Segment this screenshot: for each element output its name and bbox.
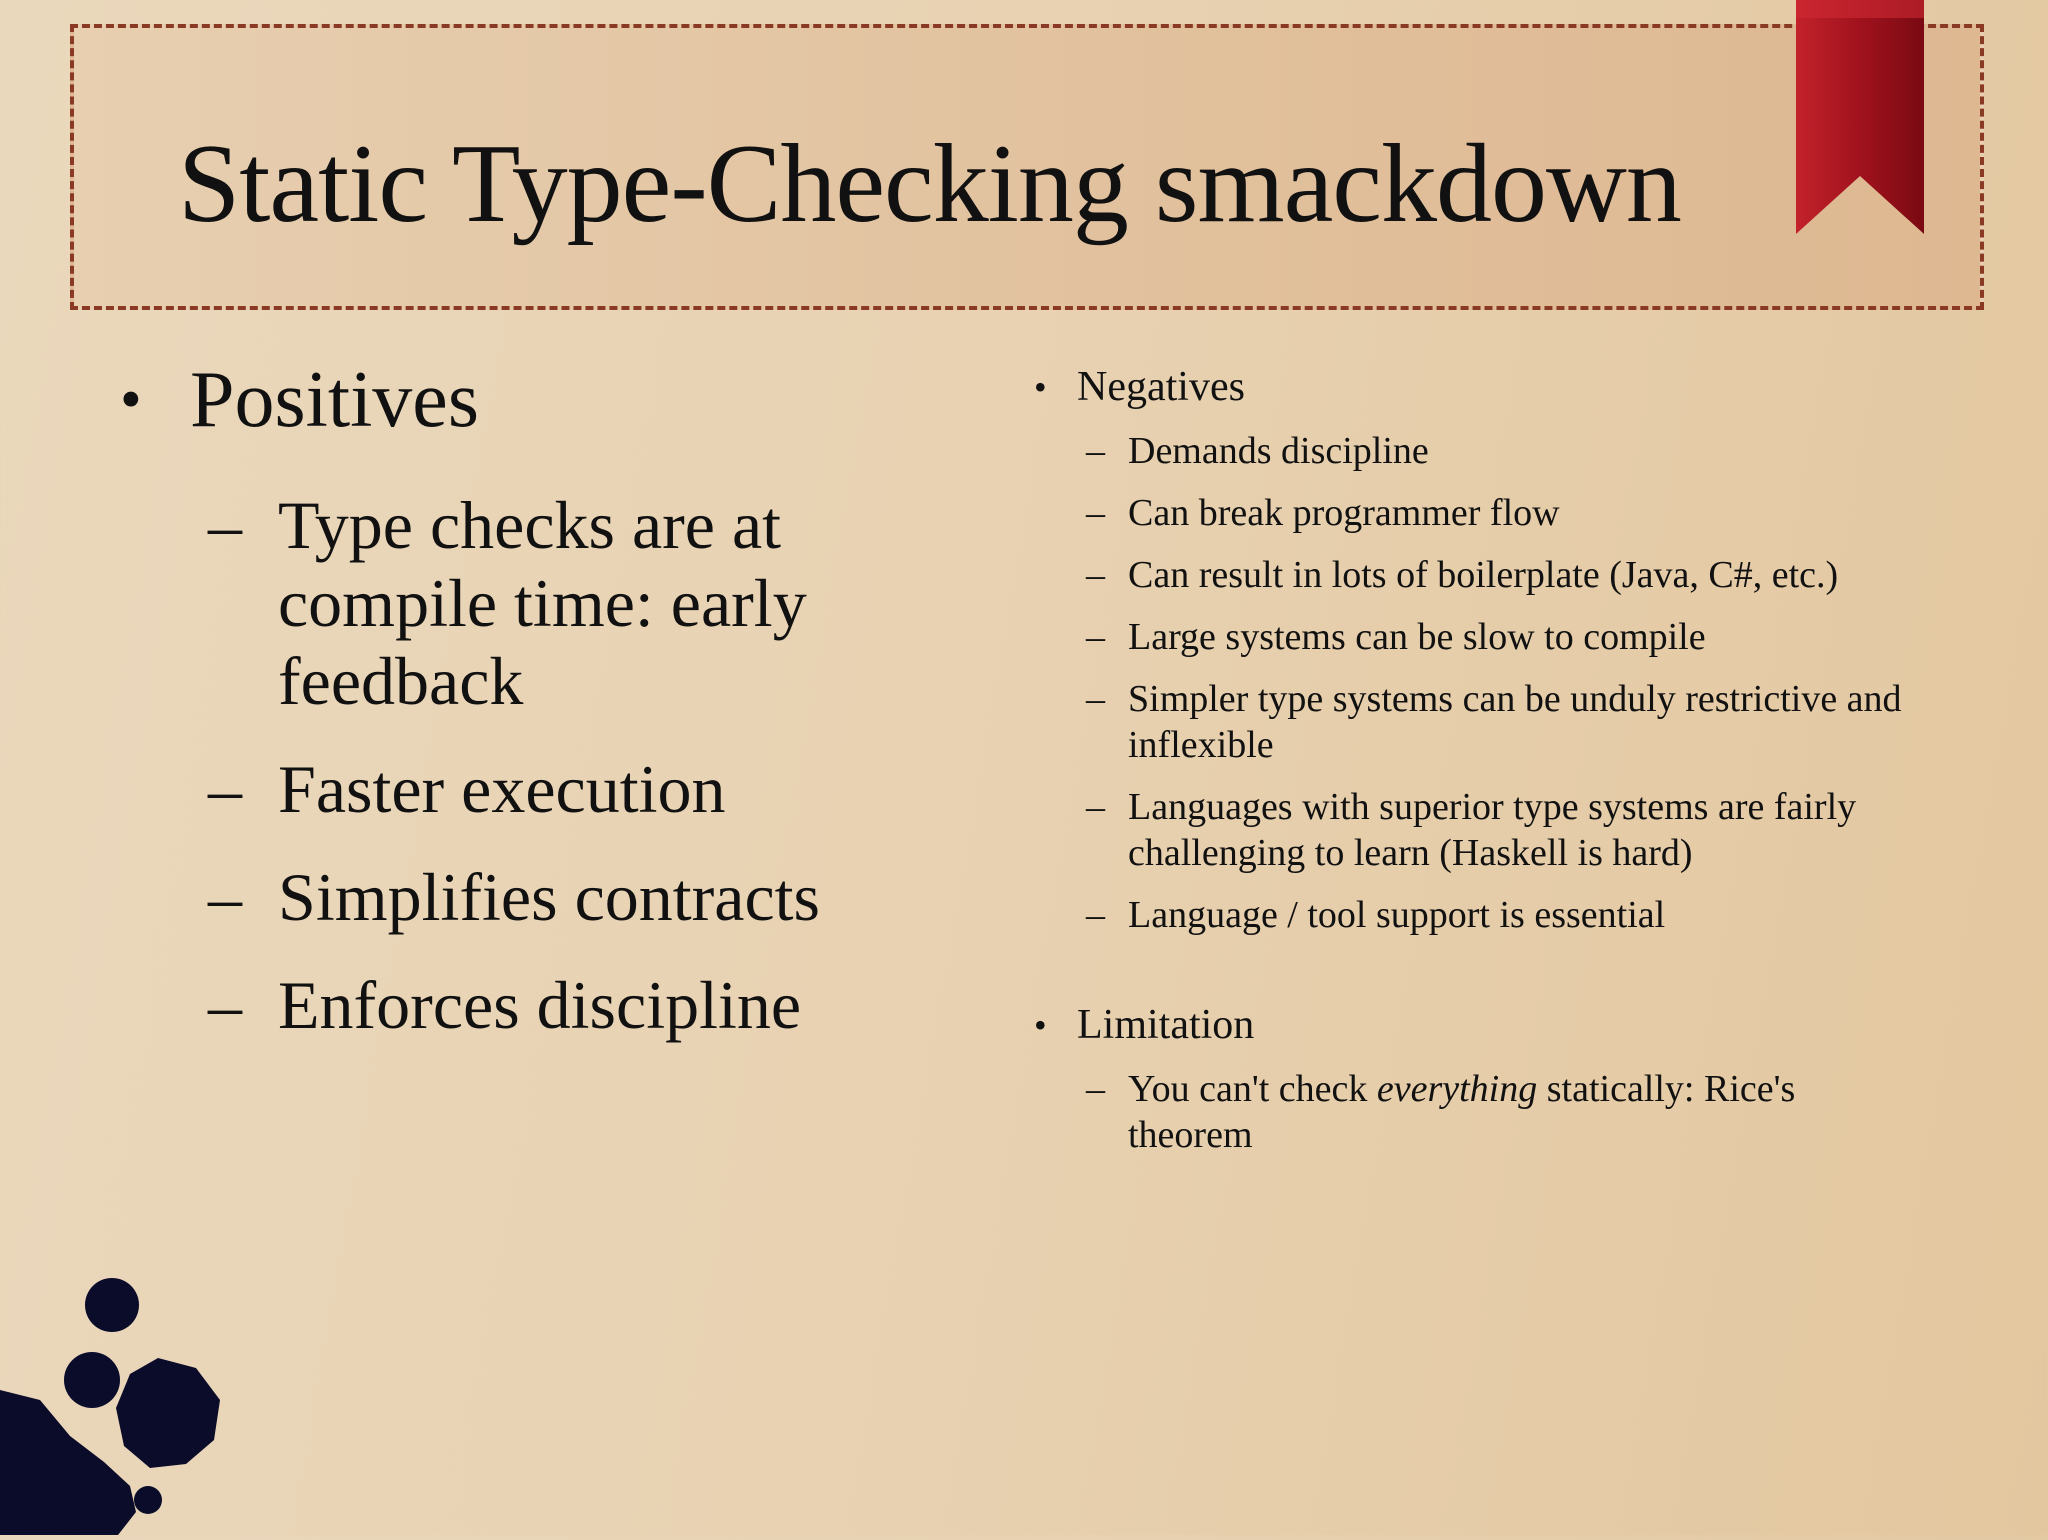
- spacer: [1034, 954, 1914, 998]
- list-item: [1034, 428, 1914, 474]
- list-item: [1034, 784, 1914, 876]
- list-item-text: Type checks are at compile time: early feedback: [278, 487, 807, 719]
- list-item: [120, 750, 920, 828]
- bullet-icon: •: [1034, 1005, 1047, 1045]
- negatives-list: [1034, 428, 1914, 938]
- dash-icon: –: [1086, 430, 1105, 472]
- dash-icon: –: [1086, 786, 1105, 828]
- dash-icon: –: [208, 751, 242, 827]
- list-item: [1034, 614, 1914, 660]
- limitation-text-suffix: statically: Rice's theorem: [1128, 1068, 1796, 1156]
- dash-icon: –: [208, 967, 242, 1043]
- dash-icon: –: [1086, 1068, 1105, 1110]
- negatives-heading: [1034, 360, 1914, 414]
- list-item: [1034, 1066, 1914, 1158]
- positives-heading: [120, 356, 920, 444]
- list-item-text: Demands discipline: [1128, 430, 1429, 472]
- list-item-text: Enforces discipline: [278, 967, 802, 1043]
- dash-icon: –: [208, 487, 242, 563]
- list-item: [1034, 490, 1914, 536]
- dash-icon: –: [1086, 554, 1105, 596]
- list-item: [1034, 552, 1914, 598]
- list-item-text: Simplifies contracts: [278, 859, 821, 935]
- bullet-icon: •: [1034, 367, 1047, 407]
- list-item-text: Can break programmer flow: [1128, 492, 1560, 534]
- negatives-section: [1034, 360, 1914, 1174]
- list-item: [120, 486, 920, 720]
- list-item: [120, 858, 920, 936]
- limitation-list: [1034, 1066, 1914, 1158]
- list-item-text: Language / tool support is essential: [1128, 894, 1666, 936]
- limitation-heading: [1034, 998, 1914, 1052]
- dash-icon: –: [1086, 616, 1105, 658]
- slide-title: Static Type-Checking smackdown: [178, 122, 1681, 246]
- dash-icon: –: [1086, 492, 1105, 534]
- positives-section: [120, 356, 920, 1074]
- limitation-text-prefix: You can't check: [1128, 1068, 1377, 1110]
- list-item-text: Large systems can be slow to compile: [1128, 616, 1706, 658]
- list-item: [120, 966, 920, 1044]
- bookmark-ribbon-icon: [1796, 0, 1924, 236]
- list-item: [1034, 676, 1914, 768]
- bullet-icon: •: [120, 366, 142, 434]
- list-item-text: [1128, 1068, 1795, 1156]
- list-item-text: Simpler type systems can be unduly restrictive and inflexible: [1128, 678, 1902, 766]
- negatives-heading-text: Negatives: [1077, 364, 1245, 410]
- title-banner: [70, 24, 1984, 310]
- dash-icon: –: [208, 859, 242, 935]
- limitation-emphasis: everything: [1376, 1068, 1538, 1110]
- dash-icon: –: [1086, 894, 1105, 936]
- ink-splatter-decoration: [0, 1250, 240, 1535]
- list-item-text: Faster execution: [278, 751, 726, 827]
- dash-icon: –: [1086, 678, 1105, 720]
- list-item-text: Can result in lots of boilerplate (Java, C#, etc.): [1128, 554, 1839, 596]
- list-item: [1034, 892, 1914, 938]
- positives-list: [120, 486, 920, 1044]
- list-item-text: Languages with superior type systems are fairly challenging to learn (Haskell is hard): [1128, 786, 1857, 874]
- positives-heading-text: Positives: [190, 356, 479, 444]
- limitation-heading-text: Limitation: [1077, 1002, 1255, 1048]
